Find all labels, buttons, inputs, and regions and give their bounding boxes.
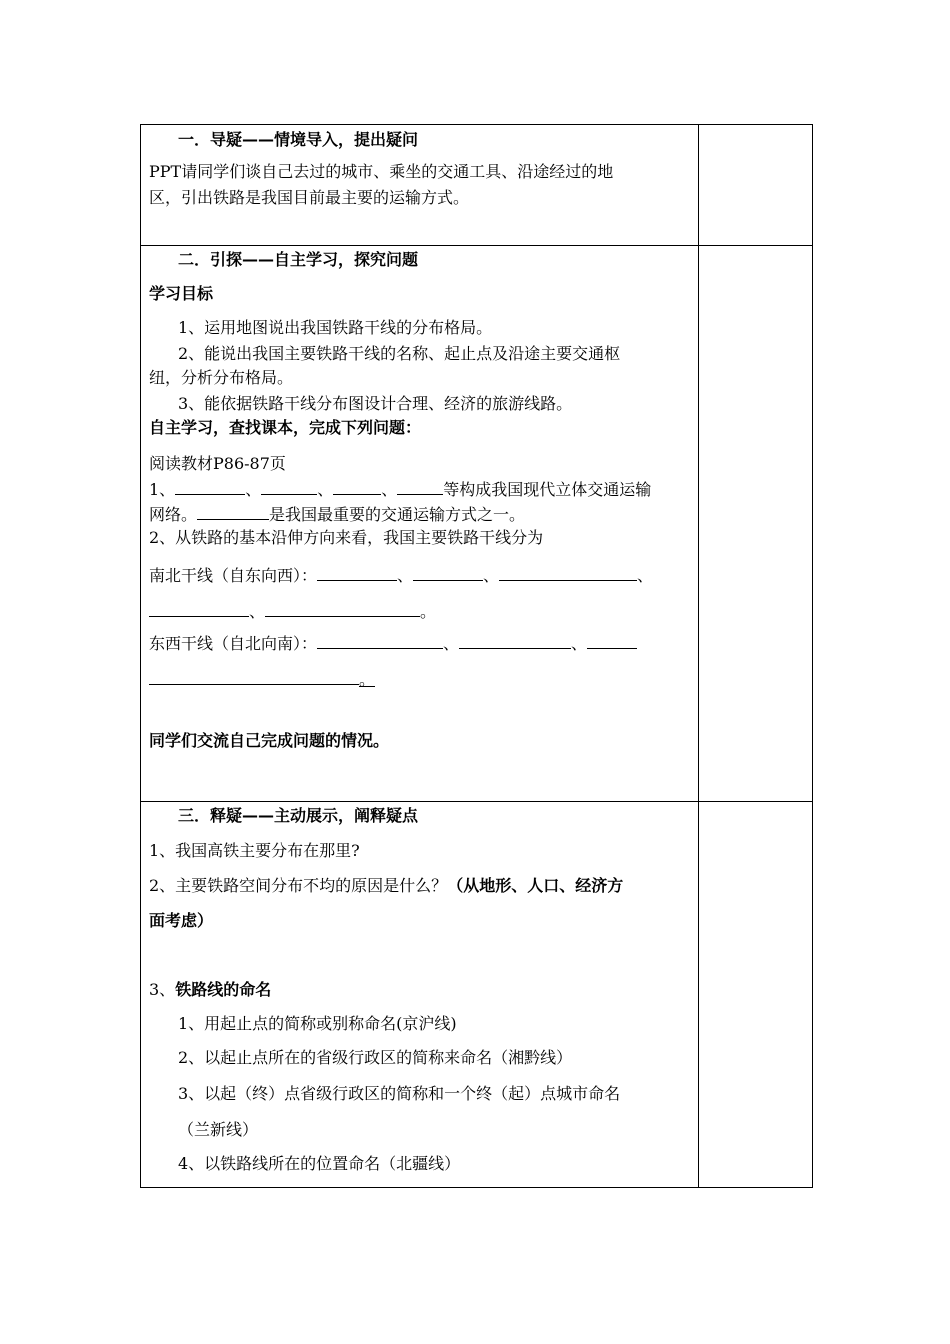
blank-ns-3[interactable] (499, 562, 637, 581)
naming-rule-3-line1: 3、以起（终）点省级行政区的简称和一个终（起）点城市命名 (178, 1084, 621, 1103)
section-3-question-2-line1 (149, 874, 623, 898)
sep: 、 (397, 566, 414, 585)
row-section-1 (141, 125, 813, 246)
east-west-lines-row (149, 630, 637, 656)
naming-rule-3-line2: （兰新线） (178, 1120, 259, 1139)
question-1-line1 (149, 476, 651, 502)
question-2: 2、从铁路的基本沿伸方向来看，我国主要铁路干线分为 (149, 528, 544, 547)
learning-goals-title: 学习目标 (149, 284, 214, 303)
section-3-heading: 三．释疑——主动展示，阐释疑点 (178, 806, 419, 825)
goal-2-line2: 纽，分析分布格局。 (149, 368, 294, 387)
section-3-question-2-line2: 面考虑） (149, 911, 214, 930)
question-2-text: 2、主要铁路空间分布不均的原因是什么？ (149, 876, 448, 895)
lesson-table (140, 124, 813, 1188)
section-2-content (141, 246, 699, 802)
section-1-text-line1: PPT请同学们谈自己去过的城市、乘坐的交通工具、沿途经过的地 (149, 162, 614, 181)
blank-1-5[interactable] (197, 501, 269, 520)
goal-2-line1: 2、能说出我国主要铁路干线的名称、起止点及沿途主要交通枢 (178, 344, 621, 363)
sep: 、 (637, 566, 654, 585)
exchange-note: 同学们交流自己完成问题的情况。 (149, 731, 390, 750)
section-1-content (141, 125, 699, 246)
row-section-3 (141, 802, 813, 1188)
section-3-notes-cell (699, 802, 813, 1188)
east-west-label: 东西干线（自北向南）： (149, 634, 318, 653)
blank-1-2[interactable] (261, 476, 317, 495)
section-1-notes-cell (699, 125, 813, 246)
section-3-question-3 (149, 978, 271, 1002)
blank-ns-5[interactable] (265, 598, 420, 617)
question-2-hint: （从地形、人口、经济方 (447, 876, 624, 895)
goal-3: 3、能依据铁路干线分布图设计合理、经济的旅游线路。 (178, 394, 573, 413)
sep: 、 (249, 602, 266, 621)
end: 。 (420, 602, 437, 621)
naming-rule-1: 1、用起止点的简称或别称命名(京沪线) (178, 1014, 457, 1033)
blank-ew-3[interactable] (587, 630, 637, 649)
section-3-question-1: 1、我国高铁主要分布在那里? (149, 841, 360, 860)
question-1-suffix: 等构成我国现代立体交通运输 (443, 480, 652, 499)
self-study-title: 自主学习，查找课本，完成下列问题： (149, 418, 422, 437)
sep: 、 (381, 480, 398, 499)
blank-ew-4[interactable] (149, 666, 359, 685)
blank-1-3[interactable] (333, 476, 381, 495)
section-2-notes-cell (699, 246, 813, 802)
blank-1-1[interactable] (175, 476, 245, 495)
question-3-prefix: 3、 (149, 980, 176, 999)
north-south-label: 南北干线（自东向西）： (149, 566, 318, 585)
section-1-heading: 一．导疑——情境导入，提出疑问 (178, 130, 419, 149)
naming-rule-2: 2、以起止点所在的省级行政区的简称来命名（湘黔线） (178, 1048, 573, 1067)
blank-ew-1[interactable] (317, 630, 443, 649)
blank-ew-2[interactable] (459, 630, 571, 649)
question-3-title: 铁路线的命名 (175, 980, 272, 999)
reading-note: 阅读教材P86-87页 (149, 454, 286, 473)
blank-ns-2[interactable] (413, 562, 483, 581)
blank-ns-4[interactable] (149, 598, 249, 617)
blank-ns-1[interactable] (317, 562, 397, 581)
north-south-lines-row (149, 562, 653, 588)
question-1-line2-prefix: 网络。 (149, 505, 198, 524)
east-west-lines-row-2 (149, 666, 375, 692)
sep: 、 (571, 634, 588, 653)
question-1-prefix: 1、 (149, 480, 176, 499)
end: 。 (359, 670, 376, 689)
section-1-text-line2: 区，引出铁路是我国目前最主要的运输方式。 (149, 188, 470, 207)
question-1-line2-suffix: 是我国最重要的交通运输方式之一。 (269, 505, 526, 524)
section-2-heading: 二．引探——自主学习，探究问题 (178, 250, 419, 269)
goal-1: 1、运用地图说出我国铁路干线的分布格局。 (178, 318, 493, 337)
north-south-lines-row-2 (149, 598, 436, 624)
sep: 、 (317, 480, 334, 499)
section-3-content (141, 802, 699, 1188)
blank-1-4[interactable] (397, 476, 443, 495)
naming-rule-4: 4、以铁路线所在的位置命名（北疆线） (178, 1154, 461, 1173)
row-section-2 (141, 246, 813, 802)
sep: 、 (483, 566, 500, 585)
sep: 、 (443, 634, 460, 653)
sep: 、 (245, 480, 262, 499)
question-1-line2 (149, 501, 525, 527)
